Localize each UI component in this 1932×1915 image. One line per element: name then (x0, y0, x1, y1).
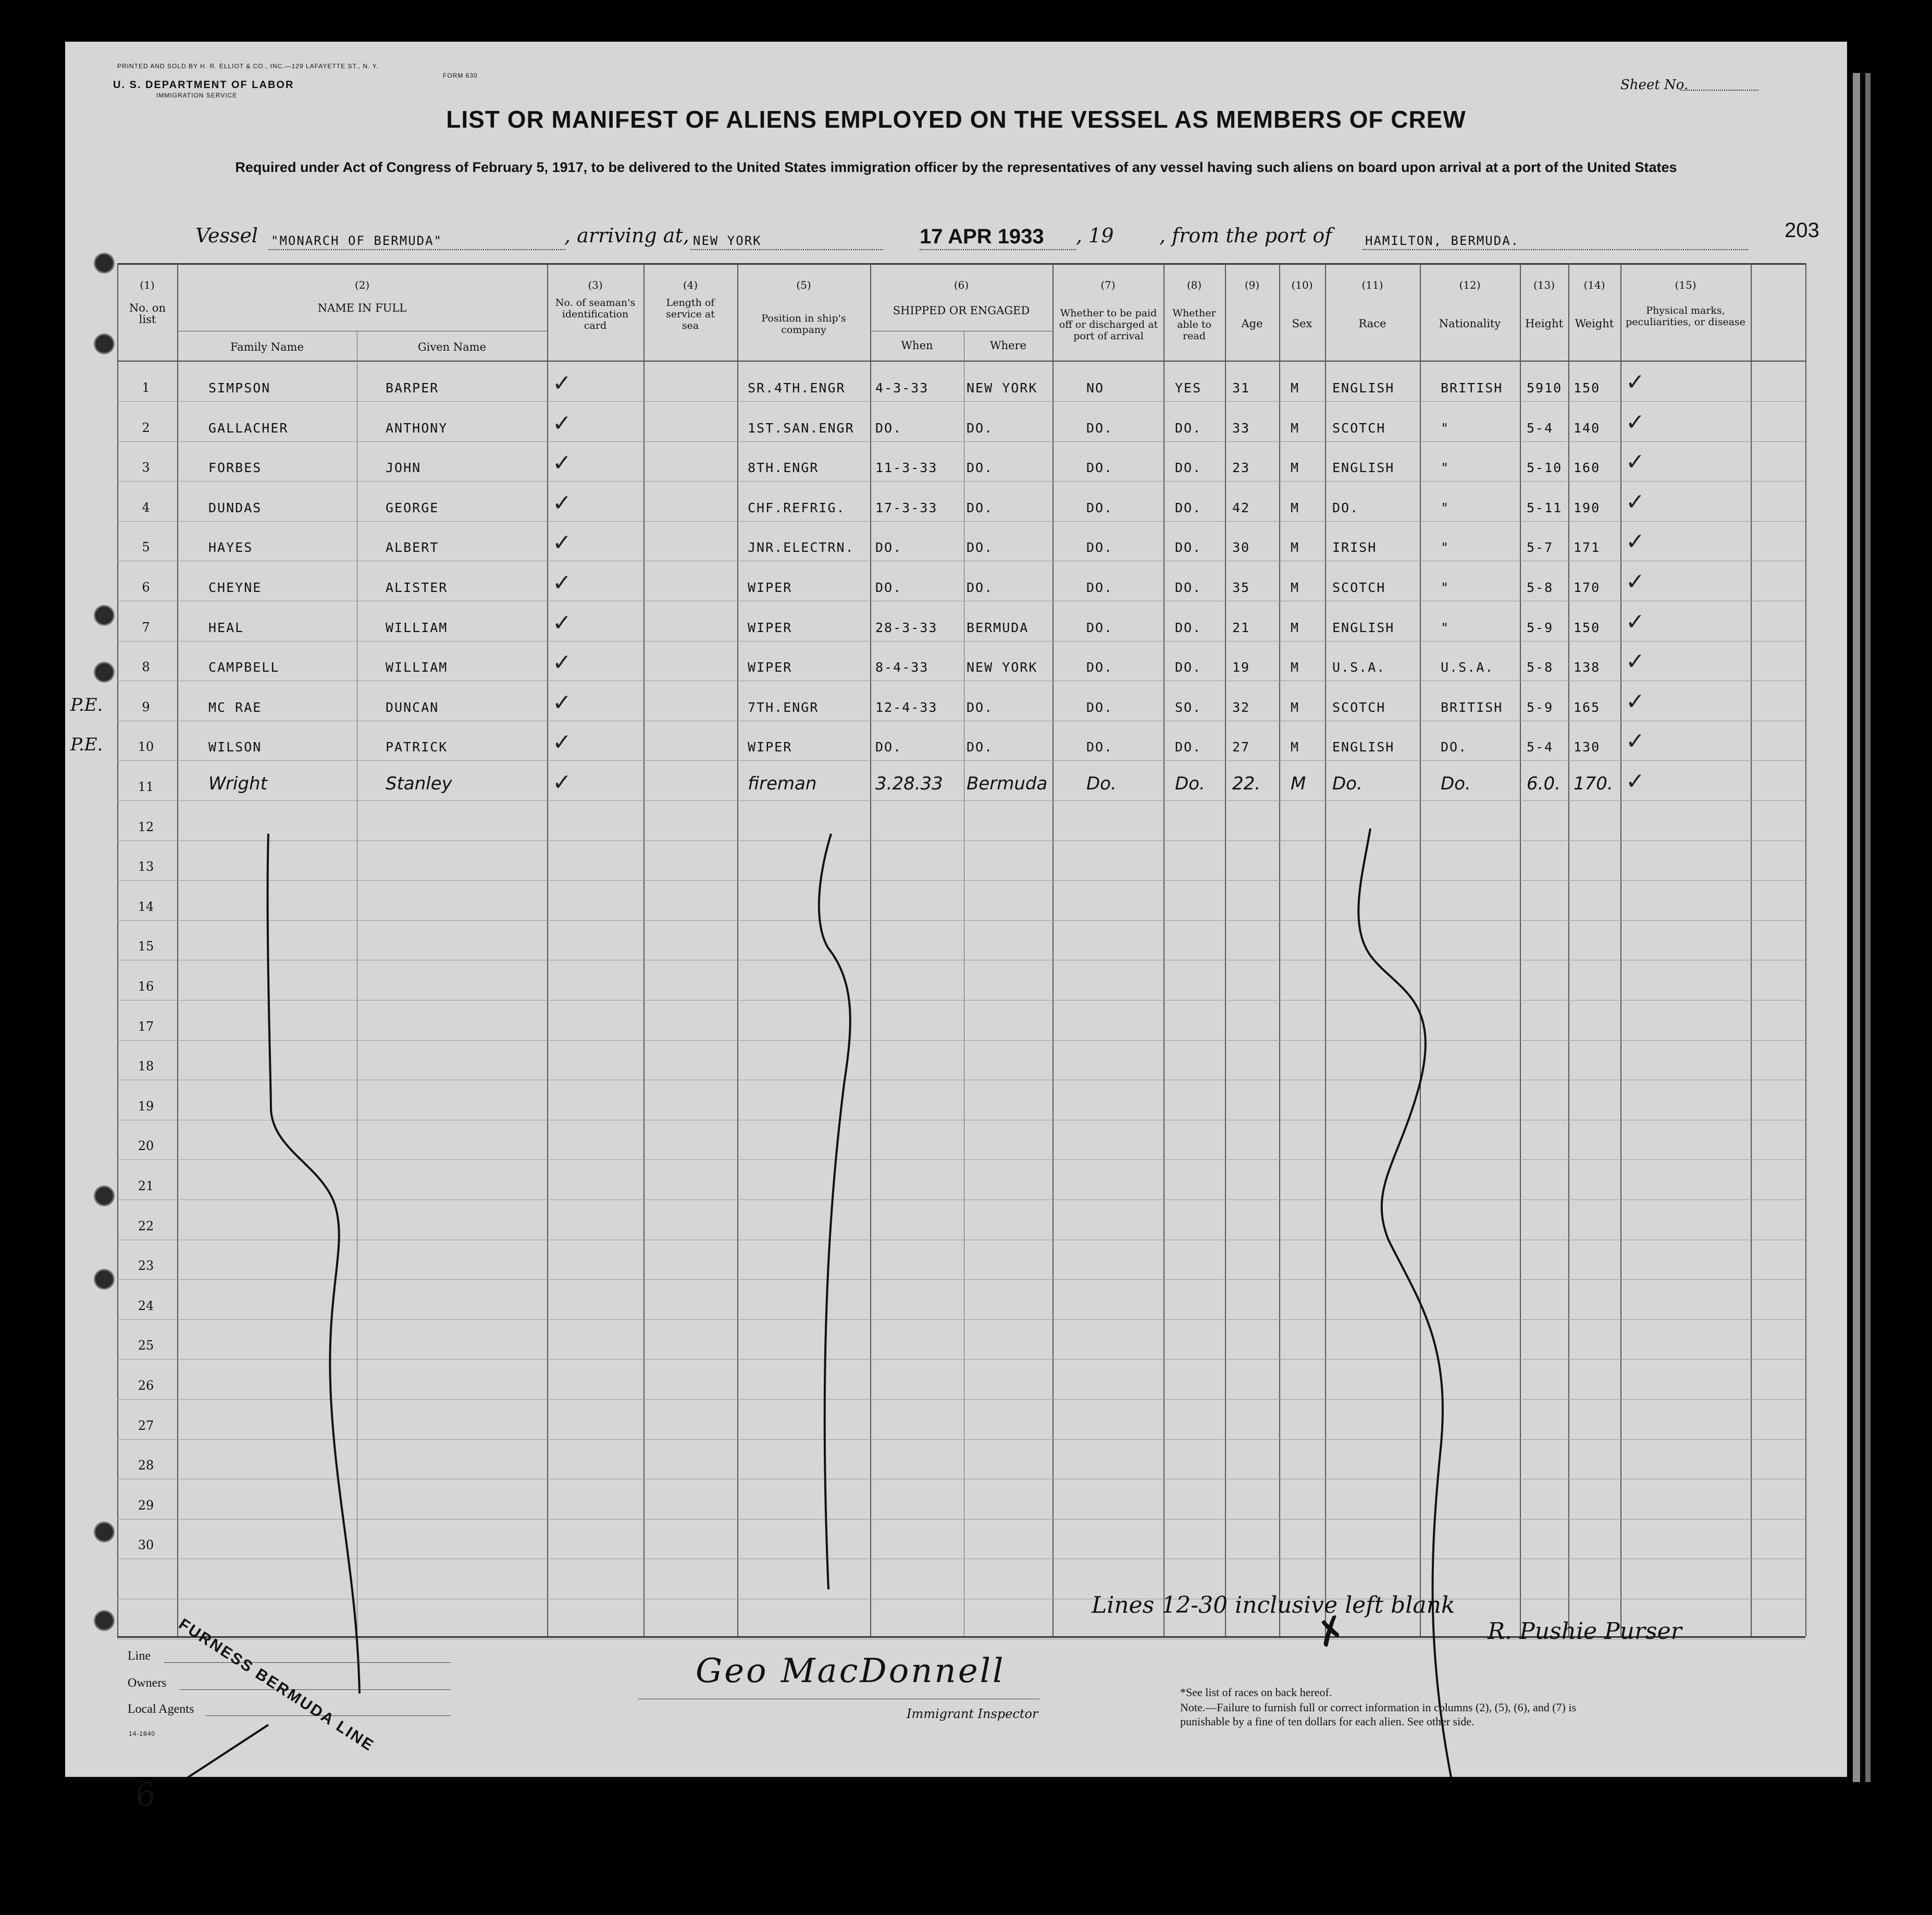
cell-where: DO. (967, 739, 994, 755)
cell-paid: DO. (1086, 460, 1113, 476)
row-number: 11 (138, 780, 154, 794)
cell-height: 5-8 (1527, 580, 1554, 595)
cell-nationality: " (1441, 580, 1450, 595)
cell-weight: 171 (1574, 540, 1601, 555)
cell-race: ENGLISH (1332, 460, 1395, 476)
blank-row-number: 26 (138, 1378, 154, 1393)
cell-nationality: Do. (1441, 773, 1471, 794)
blank-row-number: 19 (138, 1098, 154, 1114)
header-name-in-full: NAME IN FULL (317, 302, 407, 314)
blank-row-number: 28 (138, 1458, 154, 1473)
service-line: IMMIGRATION SERVICE (156, 92, 238, 99)
cell-given: ANTHONY (386, 420, 448, 436)
cell-family: CHEYNE (208, 580, 262, 595)
cell-age: 19 (1232, 660, 1250, 675)
strikeout-line-position (819, 834, 850, 1589)
cell-sex: M (1291, 380, 1300, 396)
cell-weight: 170. (1574, 773, 1613, 794)
cell-read: DO. (1175, 620, 1202, 635)
cell-age: 31 (1232, 380, 1250, 396)
col-number-15: (15) (1675, 279, 1696, 291)
line-field (164, 1662, 451, 1663)
header-family-name: Family Name (230, 341, 304, 353)
cell-paid: DO. (1086, 620, 1113, 635)
cell-height: 5-9 (1527, 620, 1554, 635)
row-number: 9 (142, 699, 150, 714)
cell-family: GALLACHER (208, 420, 289, 436)
line-label: Line (128, 1649, 151, 1663)
cell-position: JNR.ELECTRN. (748, 540, 854, 555)
header-shipped: SHIPPED OR ENGAGED (893, 304, 1030, 317)
cell-nationality: " (1441, 620, 1450, 635)
header-length-service: Length of service at sea (666, 297, 715, 331)
cell-read: YES (1175, 380, 1202, 396)
cell-sex: M (1291, 500, 1300, 515)
col-number-1: (1) (140, 279, 155, 291)
header-position: Position in ship's company (761, 313, 846, 336)
physical-check-mark: ✓ (1626, 409, 1645, 436)
cell-position: fireman (748, 773, 817, 794)
cell-weight: 150 (1574, 380, 1601, 396)
cell-read: SO. (1175, 699, 1202, 715)
blank-row-number: 13 (138, 859, 154, 874)
col-number-12: (12) (1459, 279, 1481, 291)
cell-when: DO. (875, 420, 902, 436)
cell-read: DO. (1175, 660, 1202, 675)
cell-race: Do. (1332, 773, 1363, 794)
cell-weight: 130 (1574, 739, 1601, 755)
cell-given: WILLIAM (386, 620, 448, 635)
physical-check-mark: ✓ (1626, 488, 1645, 515)
cell-race: DO. (1332, 500, 1359, 515)
cell-where: DO. (967, 420, 994, 436)
physical-check-mark: ✓ (1626, 369, 1645, 396)
header-nationality: Nationality (1439, 317, 1501, 330)
header-no-on-list: No. on list (129, 302, 166, 326)
cell-weight: 160 (1574, 460, 1601, 476)
col-number-2: (2) (354, 279, 370, 291)
cell-when: 12-4-33 (875, 699, 938, 715)
cell-height: 5-4 (1527, 739, 1554, 755)
cell-when: DO. (875, 540, 902, 555)
cell-family: CAMPBELL (208, 660, 280, 675)
cell-when: DO. (875, 580, 902, 595)
cell-given: ALISTER (386, 580, 448, 595)
cell-paid: DO. (1086, 540, 1113, 555)
cell-race: SCOTCH (1332, 580, 1386, 595)
cell-where: DO. (967, 580, 994, 595)
blank-row-strikeout-lines (65, 42, 1847, 1777)
strikeout-line-race (1358, 829, 1456, 1777)
margin-note: P.E. (70, 694, 103, 715)
cell-when: 4-3-33 (875, 380, 929, 396)
arriving-value: NEW YORK (693, 233, 762, 248)
cell-position: WIPER (748, 739, 792, 755)
cell-nationality: U.S.A. (1441, 660, 1494, 675)
blank-row-number: 12 (138, 819, 154, 834)
inspector-signature: Geo MacDonnell (696, 1652, 1006, 1690)
cell-sex: M (1291, 739, 1300, 755)
physical-check-mark: ✓ (1626, 569, 1645, 595)
date-stamp: 17 APR 1933 (920, 225, 1044, 248)
cell-weight: 138 (1574, 660, 1601, 675)
cell-nationality: BRITISH (1441, 699, 1503, 715)
cell-paid: Do. (1086, 773, 1117, 794)
cell-sex: M (1291, 620, 1300, 635)
cell-race: SCOTCH (1332, 699, 1386, 715)
header-able-read: Whether able to read (1172, 307, 1216, 342)
cell-nationality: " (1441, 460, 1450, 476)
blank-row-number: 27 (138, 1418, 154, 1433)
physical-check-mark: ✓ (1626, 728, 1645, 755)
cell-race: U.S.A. (1332, 660, 1386, 675)
cell-age: 27 (1232, 739, 1250, 755)
blank-row-number: 18 (138, 1059, 154, 1074)
cell-where: DO. (967, 699, 994, 715)
id-card-check-mark: ✓ (552, 370, 572, 397)
cell-position: WIPER (748, 660, 792, 675)
owners-label: Owners (128, 1676, 167, 1690)
col-number-4: (4) (683, 279, 698, 291)
cell-given: WILLIAM (386, 660, 448, 675)
header-height: Height (1525, 317, 1563, 330)
cell-nationality: " (1441, 540, 1450, 555)
blank-row-number: 16 (138, 979, 154, 994)
page-title: LIST OR MANIFEST OF ALIENS EMPLOYED ON THE VESSEL AS MEMBERS OF CREW (446, 106, 1466, 133)
cell-height: 5-8 (1527, 660, 1554, 675)
page-edge (1853, 73, 1860, 1782)
blank-row-number: 24 (138, 1298, 154, 1313)
cell-when: 17-3-33 (875, 500, 938, 515)
header-weight: Weight (1575, 317, 1614, 330)
cell-age: 35 (1232, 580, 1250, 595)
cell-position: CHF.REFRIG. (748, 500, 846, 515)
header-race: Race (1358, 317, 1386, 330)
row-number: 10 (138, 739, 154, 755)
cell-read: DO. (1175, 580, 1202, 595)
row-number: 4 (142, 500, 150, 515)
cell-weight: 140 (1574, 420, 1601, 436)
cell-age: 21 (1232, 620, 1250, 635)
header-where: Where (989, 339, 1026, 352)
vessel-label: Vessel (195, 224, 258, 247)
cell-where: DO. (967, 540, 994, 555)
col-number-8: (8) (1186, 279, 1202, 291)
cell-race: SCOTCH (1332, 420, 1386, 436)
page-subtitle: Required under Act of Congress of February 5, 1917, to be delivered to the United States immigration officer by the representatives of any vessel having such aliens on board upon arrival at a port of the United States (235, 159, 1677, 175)
cell-when: 3.28.33 (875, 773, 943, 794)
blank-row-number: 29 (138, 1498, 154, 1513)
lines-left-blank-note: Lines 12-30 inclusive left blank (1092, 1592, 1455, 1619)
cell-paid: DO. (1086, 660, 1113, 675)
cell-position: SR.4TH.ENGR (748, 380, 846, 396)
id-card-check-mark: ✓ (552, 450, 572, 477)
cell-where: NEW YORK (967, 660, 1038, 675)
col-number-5: (5) (796, 279, 811, 291)
cell-where: DO. (967, 460, 994, 476)
printer-line: PRINTED AND SOLD BY H. R. ELLIOT & CO., INC.—129 LAFAYETTE ST., N. Y. (117, 63, 379, 70)
row-number: 7 (142, 620, 150, 635)
cell-height: 5-9 (1527, 699, 1554, 715)
cell-where: BERMUDA (967, 620, 1029, 635)
blank-row-number: 22 (138, 1218, 154, 1233)
cell-read: DO. (1175, 540, 1202, 555)
blank-row-number: 23 (138, 1258, 154, 1274)
cell-sex: M (1291, 420, 1300, 436)
col-number-10: (10) (1291, 279, 1313, 291)
purser-signature: R. Pushie Purser (1488, 1618, 1682, 1645)
cell-given: Stanley (386, 773, 452, 794)
cell-race: IRISH (1332, 540, 1377, 555)
header-when: When (901, 339, 933, 352)
header-physical: Physical marks, peculiarities, or disease (1626, 305, 1745, 328)
physical-check-mark: ✓ (1626, 648, 1645, 675)
corner-mark: 6 (131, 1775, 160, 1815)
blank-row-number: 21 (138, 1179, 154, 1193)
header-given-name: Given Name (417, 341, 487, 353)
col-number-3: (3) (588, 279, 603, 291)
id-card-check-mark: ✓ (552, 489, 572, 516)
cell-weight: 190 (1574, 500, 1601, 515)
row-number: 5 (142, 540, 150, 555)
cell-age: 22. (1232, 773, 1261, 794)
cell-where: DO. (967, 500, 994, 515)
cell-sex: M (1291, 699, 1300, 715)
cell-weight: 165 (1574, 699, 1601, 715)
physical-check-mark: ✓ (1626, 528, 1645, 555)
header-sex: Sex (1292, 317, 1312, 330)
col-number-14: (14) (1583, 279, 1605, 291)
cell-when: 11-3-33 (875, 460, 938, 476)
cell-age: 32 (1232, 699, 1250, 715)
form-label: FORM 630 (443, 72, 478, 79)
cell-sex: M (1291, 460, 1300, 476)
cell-age: 42 (1232, 500, 1250, 515)
id-card-check-mark: ✓ (552, 729, 572, 756)
cell-paid: DO. (1086, 500, 1113, 515)
col-number-11: (11) (1361, 279, 1383, 291)
cell-height: 6.0. (1527, 773, 1561, 794)
cell-sex: M (1291, 773, 1306, 794)
inspector-label: Immigrant Inspector (907, 1707, 1038, 1721)
cell-family: WILSON (208, 739, 262, 755)
row-number: 2 (142, 420, 150, 435)
row-number: 1 (142, 380, 150, 395)
row-number: 3 (142, 460, 150, 475)
cell-position: WIPER (748, 580, 792, 595)
cell-family: FORBES (208, 460, 262, 476)
furness-bermuda-line-stamp: FURNESS BERMUDA LINE (176, 1615, 378, 1755)
cell-given: ALBERT (386, 540, 439, 555)
cell-read: DO. (1175, 739, 1202, 755)
id-card-check-mark: ✓ (552, 609, 572, 636)
cell-paid: DO. (1086, 739, 1113, 755)
physical-check-mark: ✓ (1626, 768, 1645, 795)
cell-paid: DO. (1086, 699, 1113, 715)
col-number-9: (9) (1244, 279, 1260, 291)
from-value: HAMILTON, BERMUDA. (1365, 233, 1520, 248)
initials-mark: ✗ (1309, 1606, 1353, 1657)
cell-position: 8TH.ENGR (748, 460, 819, 476)
cell-race: ENGLISH (1332, 739, 1395, 755)
owners-field (180, 1689, 451, 1690)
cell-height: 5-4 (1527, 420, 1554, 436)
sheet-label: Sheet No. (1620, 77, 1689, 93)
cell-position: WIPER (748, 620, 792, 635)
id-card-check-mark: ✓ (552, 649, 572, 676)
cell-paid: DO. (1086, 580, 1113, 595)
cell-sex: M (1291, 540, 1300, 555)
cell-sex: M (1291, 660, 1300, 675)
year-label: , 19 (1076, 224, 1114, 247)
blank-row-number: 17 (138, 1019, 154, 1034)
cell-family: HAYES (208, 540, 253, 555)
cell-nationality: " (1441, 420, 1450, 436)
id-card-check-mark: ✓ (552, 529, 572, 557)
blank-row-number: 15 (138, 939, 154, 954)
physical-check-mark: ✓ (1626, 449, 1645, 476)
cell-family: MC RAE (208, 699, 262, 715)
cell-when: 8-4-33 (875, 660, 929, 675)
margin-note: P.E. (70, 734, 103, 756)
header-id-card: No. of seaman's identification card (555, 297, 636, 331)
cell-height: 5910 (1527, 380, 1563, 396)
cell-read: DO. (1175, 460, 1202, 476)
strikeout-line-family (268, 834, 360, 1694)
cell-where: NEW YORK (967, 380, 1038, 396)
header-age: Age (1241, 317, 1263, 330)
cell-family: DUNDAS (208, 500, 262, 515)
races-note: *See list of races on back hereof. (1180, 1686, 1332, 1699)
id-card-check-mark: ✓ (552, 570, 572, 596)
cell-paid: DO. (1086, 420, 1113, 436)
cell-height: 5-11 (1527, 500, 1563, 515)
cell-weight: 150 (1574, 620, 1601, 635)
col-number-13: (13) (1533, 279, 1555, 291)
header-paid-off: Whether to be paid off or discharged at port of arrival (1059, 307, 1158, 342)
row-number: 8 (142, 660, 150, 675)
page-edge (1865, 73, 1871, 1782)
from-label: , from the port of (1159, 224, 1332, 247)
cell-height: 5-7 (1527, 540, 1554, 555)
blank-row-number: 25 (138, 1338, 154, 1353)
cell-given: PATRICK (386, 739, 448, 755)
department-line: U. S. DEPARTMENT OF LABOR (113, 79, 294, 91)
cell-sex: M (1291, 580, 1300, 595)
row-number: 6 (142, 580, 150, 595)
cell-position: 1ST.SAN.ENGR (748, 420, 854, 436)
blank-row-number: 20 (138, 1139, 154, 1154)
col-number-7: (7) (1100, 279, 1116, 291)
cell-age: 23 (1232, 460, 1250, 476)
cell-race: ENGLISH (1332, 620, 1395, 635)
cell-family: Wright (208, 773, 267, 794)
blank-row-number: 30 (138, 1538, 154, 1553)
page-number: 203 (1785, 219, 1819, 242)
col-number-6: (6) (953, 279, 969, 291)
cell-age: 33 (1232, 420, 1250, 436)
cell-family: SIMPSON (208, 380, 271, 396)
penalty-note: Note.—Failure to furnish full or correct information in columns (2), (5), (6), and (7) is punishable by a fine of ten dollars for each alien. See other side. (1180, 1701, 1577, 1728)
cell-when: 28-3-33 (875, 620, 938, 635)
cell-position: 7TH.ENGR (748, 699, 819, 715)
cell-race: ENGLISH (1332, 380, 1395, 396)
cell-height: 5-10 (1527, 460, 1563, 476)
cell-given: JOHN (386, 460, 422, 476)
physical-check-mark: ✓ (1626, 688, 1645, 715)
cell-given: DUNCAN (386, 699, 439, 715)
blank-row-number: 14 (138, 899, 154, 914)
cell-read: DO. (1175, 420, 1202, 436)
cell-where: Bermuda (967, 773, 1048, 794)
cell-nationality: DO. (1441, 739, 1468, 755)
cell-weight: 170 (1574, 580, 1601, 595)
arriving-label: , arriving at, (564, 224, 689, 247)
cell-read: Do. (1175, 773, 1205, 794)
cell-age: 30 (1232, 540, 1250, 555)
cell-read: DO. (1175, 500, 1202, 515)
cell-paid: NO (1086, 380, 1105, 396)
physical-check-mark: ✓ (1626, 608, 1645, 635)
cell-nationality: BRITISH (1441, 380, 1503, 396)
cell-when: DO. (875, 739, 902, 755)
local-agents-label: Local Agents (128, 1702, 194, 1716)
cell-given: BARPER (386, 380, 439, 396)
vessel-value: "MONARCH OF BERMUDA" (271, 233, 442, 248)
cell-family: HEAL (208, 620, 244, 635)
cell-nationality: " (1441, 500, 1450, 515)
cell-given: GEORGE (386, 500, 439, 515)
form-code: 14-1840 (129, 1730, 156, 1737)
id-card-check-mark: ✓ (552, 769, 572, 796)
id-card-check-mark: ✓ (552, 689, 572, 716)
manifest-sheet (65, 42, 1847, 1815)
id-card-check-mark: ✓ (552, 410, 572, 437)
